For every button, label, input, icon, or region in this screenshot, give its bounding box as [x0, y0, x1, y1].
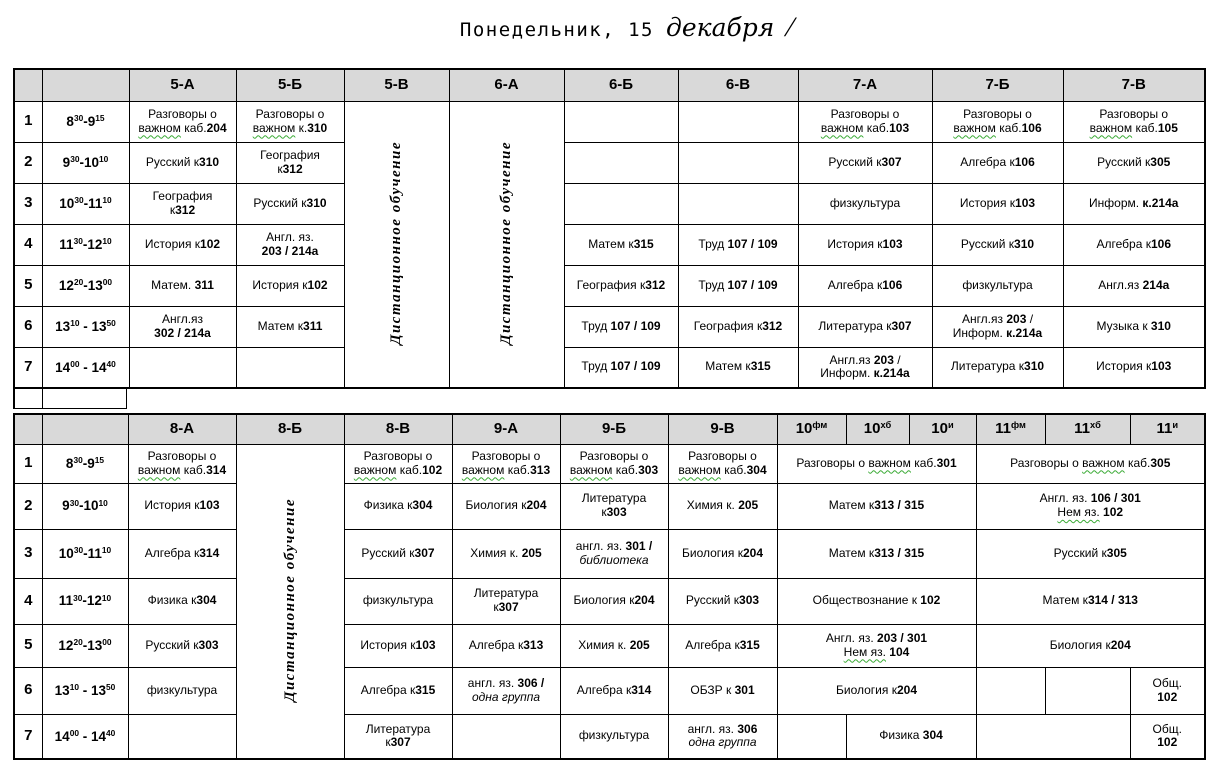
lesson-11fm-row3: Русский к305	[976, 529, 1205, 578]
distance-learning-5v: Дистанционное обучение	[344, 101, 449, 388]
lesson-number-2: 2	[14, 483, 42, 529]
lesson-5b-row6: Матем к311	[236, 306, 344, 347]
lesson-8v-row6: Алгебра к315	[344, 667, 452, 714]
lesson-11hb-row6	[1045, 667, 1130, 714]
lesson-9a-row2: Биология к204	[452, 483, 560, 529]
class-header-6b: 6-Б	[564, 69, 678, 101]
lesson-9a-row6: англ. яз. 306 / одна группа	[452, 667, 560, 714]
lesson-11i-row6: Общ. 102	[1130, 667, 1205, 714]
lesson-5a-row2: Русский к310	[129, 142, 236, 183]
class-header-10i: $10^и$	[909, 414, 976, 444]
lesson-6v-row5: Труд 107 / 109	[678, 265, 798, 306]
lesson-5b-row4: Англ. яз. 203 / 214а	[236, 224, 344, 265]
lesson-9v-row3: Биология к204	[668, 529, 777, 578]
class-header-11i: $11^и$	[1130, 414, 1205, 444]
lesson-6v-row3	[678, 183, 798, 224]
lesson-number-4: 4	[14, 578, 42, 624]
lesson-5b-row2: География к312	[236, 142, 344, 183]
lesson-8a-row2: История к103	[128, 483, 236, 529]
lesson-7a-row6: Литература к307	[798, 306, 932, 347]
lesson-6b-row7: Труд 107 / 109	[564, 347, 678, 388]
class-header-11hb: $11^{хб}$	[1045, 414, 1130, 444]
lesson-7v-row2: Русский к305	[1063, 142, 1205, 183]
lesson-7b-row3: История к103	[932, 183, 1063, 224]
lesson-number-5: 5	[14, 265, 42, 306]
lesson-9b-row6: Алгебра к314	[560, 667, 668, 714]
time-slot-2: $9^{30}-10^{10}$	[42, 142, 129, 183]
lesson-7a-row7: Англ.яз 203 / Информ. к.214а	[798, 347, 932, 388]
title-pen-mark: /	[784, 12, 796, 43]
lesson-5a-row4: История к102	[129, 224, 236, 265]
lesson-8a-row5: Русский к303	[128, 624, 236, 667]
class-header-5a: 5-А	[129, 69, 236, 101]
class-header-5v: 5-В	[344, 69, 449, 101]
lesson-11fm-row2: Англ. яз. 106 / 301 Нем яз. 102	[976, 483, 1205, 529]
lesson-11fm-row1: Разговоры о важном каб.305	[976, 444, 1205, 483]
time-slot-3: $10^{30}-11^{10}$	[42, 529, 128, 578]
time-slot-5: $12^{20}-13^{00}$	[42, 624, 128, 667]
title-day: Понедельник, 15	[459, 19, 654, 41]
lesson-9v-row6: ОБЗР к 301	[668, 667, 777, 714]
lesson-8a-row1: Разговоры о важном каб.314	[128, 444, 236, 483]
lesson-9v-row2: Химия к. 205	[668, 483, 777, 529]
lesson-9b-row7: физкультура	[560, 714, 668, 759]
lesson-9b-row3: англ. яз. 301 / библиотека	[560, 529, 668, 578]
lesson-7b-row4: Русский к310	[932, 224, 1063, 265]
header-blank-0	[14, 69, 42, 101]
lesson-8v-row7: Литература к307	[344, 714, 452, 759]
lesson-number-2: 2	[14, 142, 42, 183]
lesson-5b-row5: История к102	[236, 265, 344, 306]
lesson-6b-row2	[564, 142, 678, 183]
lesson-6b-row1	[564, 101, 678, 142]
lesson-number-7: 7	[14, 714, 42, 759]
lesson-10hb-row7: Физика 304	[846, 714, 976, 759]
lesson-9v-row7: англ. яз. 306 одна группа	[668, 714, 777, 759]
schedule-table-grades-5-7	[13, 68, 1206, 389]
class-header-9v: 9-В	[668, 414, 777, 444]
lesson-8v-row3: Русский к307	[344, 529, 452, 578]
header-blank-1	[42, 69, 129, 101]
header-blank-0	[14, 414, 42, 444]
lesson-9a-row4: Литература к307	[452, 578, 560, 624]
class-header-7a: 7-А	[798, 69, 932, 101]
time-slot-6: $13^{10} - 13^{50}$	[42, 667, 128, 714]
lesson-9v-row4: Русский к303	[668, 578, 777, 624]
time-slot-6: $13^{10} - 13^{50}$	[42, 306, 129, 347]
lesson-11fm-row5: Биология к204	[976, 624, 1205, 667]
lesson-8v-row1: Разговоры о важном каб.102	[344, 444, 452, 483]
class-header-9a: 9-А	[452, 414, 560, 444]
class-header-7b: 7-Б	[932, 69, 1063, 101]
lesson-number-7: 7	[14, 347, 42, 388]
lesson-5b-row3: Русский к310	[236, 183, 344, 224]
distance-learning-8b: Дистанционное обучение	[236, 444, 344, 759]
class-header-5b: 5-Б	[236, 69, 344, 101]
lesson-10fm-row6: Биология к204	[777, 667, 976, 714]
lesson-9b-row5: Химия к. 205	[560, 624, 668, 667]
class-header-9b: 9-Б	[560, 414, 668, 444]
lesson-7v-row3: Информ. к.214а	[1063, 183, 1205, 224]
lesson-6v-row7: Матем к315	[678, 347, 798, 388]
lesson-7b-row1: Разговоры о важном каб.106	[932, 101, 1063, 142]
lesson-number-3: 3	[14, 529, 42, 578]
lesson-9a-row3: Химия к. 205	[452, 529, 560, 578]
class-header-10fm: $10^{фм}$	[777, 414, 846, 444]
lesson-5a-row3: География к312	[129, 183, 236, 224]
lesson-8a-row4: Физика к304	[128, 578, 236, 624]
class-header-8b: 8-Б	[236, 414, 344, 444]
lesson-7b-row6: Англ.яз 203 / Информ. к.214а	[932, 306, 1063, 347]
lesson-5a-row6: Англ.яз 302 / 214а	[129, 306, 236, 347]
lesson-9v-row1: Разговоры о важном каб.304	[668, 444, 777, 483]
time-slot-1: $8^{30}-9^{15}$	[42, 101, 129, 142]
lesson-6b-row5: География к312	[564, 265, 678, 306]
lesson-5a-row7	[129, 347, 236, 388]
lesson-6v-row4: Труд 107 / 109	[678, 224, 798, 265]
lesson-number-4: 4	[14, 224, 42, 265]
time-slot-2: $9^{30}-10^{10}$	[42, 483, 128, 529]
lesson-9b-row4: Биология к204	[560, 578, 668, 624]
class-header-7v: 7-В	[1063, 69, 1205, 101]
lesson-10fm-row4: Обществознание к 102	[777, 578, 976, 624]
lesson-9a-row7	[452, 714, 560, 759]
lesson-number-1: 1	[14, 444, 42, 483]
lesson-6b-row4: Матем к315	[564, 224, 678, 265]
lesson-number-5: 5	[14, 624, 42, 667]
schedule-table-grades-8-11	[13, 413, 1206, 760]
lesson-7b-row2: Алгебра к106	[932, 142, 1063, 183]
lesson-9a-row1: Разговоры о важном каб.313	[452, 444, 560, 483]
lesson-9b-row1: Разговоры о важном каб.303	[560, 444, 668, 483]
lesson-7a-row1: Разговоры о важном каб.103	[798, 101, 932, 142]
time-slot-1: $8^{30}-9^{15}$	[42, 444, 128, 483]
empty-gap-cells	[13, 388, 127, 409]
lesson-7b-row7: Литература к310	[932, 347, 1063, 388]
class-header-8v: 8-В	[344, 414, 452, 444]
lesson-number-3: 3	[14, 183, 42, 224]
time-slot-4: $11^{30}-12^{10}$	[42, 578, 128, 624]
time-slot-7: $14^{00} - 14^{40}$	[42, 714, 128, 759]
lesson-9a-row5: Алгебра к313	[452, 624, 560, 667]
distance-learning-6a: Дистанционное обучение	[449, 101, 564, 388]
lesson-9b-row2: Литература к303	[560, 483, 668, 529]
time-slot-4: $11^{30}-12^{10}$	[42, 224, 129, 265]
lesson-11i-row7: Общ. 102	[1130, 714, 1205, 759]
lesson-7v-row6: Музыка к 310	[1063, 306, 1205, 347]
gap-cell-divider	[42, 388, 43, 408]
lesson-10fm-row7	[777, 714, 846, 759]
lesson-8v-row5: История к103	[344, 624, 452, 667]
lesson-8v-row2: Физика к304	[344, 483, 452, 529]
lesson-7b-row5: физкультура	[932, 265, 1063, 306]
class-header-6v: 6-В	[678, 69, 798, 101]
title-month: декабря	[666, 13, 775, 42]
lesson-6b-row6: Труд 107 / 109	[564, 306, 678, 347]
lesson-6v-row2	[678, 142, 798, 183]
time-slot-5: $12^{20}-13^{00}$	[42, 265, 129, 306]
lesson-5b-row7	[236, 347, 344, 388]
page-title	[0, 12, 1208, 44]
lesson-5b-row1: Разговоры о важном к.310	[236, 101, 344, 142]
lesson-7a-row2: Русский к307	[798, 142, 932, 183]
lesson-8a-row6: физкультура	[128, 667, 236, 714]
lesson-9v-row5: Алгебра к315	[668, 624, 777, 667]
lesson-7v-row4: Алгебра к106	[1063, 224, 1205, 265]
lesson-8v-row4: физкультура	[344, 578, 452, 624]
lesson-8a-row7	[128, 714, 236, 759]
lesson-7v-row5: Англ.яз 214а	[1063, 265, 1205, 306]
lesson-number-6: 6	[14, 306, 42, 347]
lesson-5a-row1: Разговоры о важном каб.204	[129, 101, 236, 142]
lesson-10fm-row3: Матем к313 / 315	[777, 529, 976, 578]
lesson-11fm-row7	[976, 714, 1130, 759]
lesson-7a-row4: История к103	[798, 224, 932, 265]
time-slot-3: $10^{30}-11^{10}$	[42, 183, 129, 224]
class-header-8a: 8-А	[128, 414, 236, 444]
lesson-10fm-row5: Англ. яз. 203 / 301 Нем яз. 104	[777, 624, 976, 667]
lesson-11fm-row4: Матем к314 / 313	[976, 578, 1205, 624]
class-header-10hb: $10^{хб}$	[846, 414, 909, 444]
lesson-5a-row5: Матем. 311	[129, 265, 236, 306]
lesson-6b-row3	[564, 183, 678, 224]
lesson-7v-row1: Разговоры о важном каб.105	[1063, 101, 1205, 142]
time-slot-7: $14^{00} - 14^{40}$	[42, 347, 129, 388]
header-blank-1	[42, 414, 128, 444]
class-header-6a: 6-А	[449, 69, 564, 101]
lesson-number-1: 1	[14, 101, 42, 142]
lesson-6v-row6: География к312	[678, 306, 798, 347]
class-header-11fm: $11^{фм}$	[976, 414, 1045, 444]
lesson-10fm-row1: Разговоры о важном каб.301	[777, 444, 976, 483]
lesson-6v-row1	[678, 101, 798, 142]
lesson-number-6: 6	[14, 667, 42, 714]
lesson-7v-row7: История к103	[1063, 347, 1205, 388]
lesson-11fm-row6	[976, 667, 1045, 714]
lesson-8a-row3: Алгебра к314	[128, 529, 236, 578]
lesson-7a-row5: Алгебра к106	[798, 265, 932, 306]
lesson-7a-row3: физкультура	[798, 183, 932, 224]
lesson-10fm-row2: Матем к313 / 315	[777, 483, 976, 529]
